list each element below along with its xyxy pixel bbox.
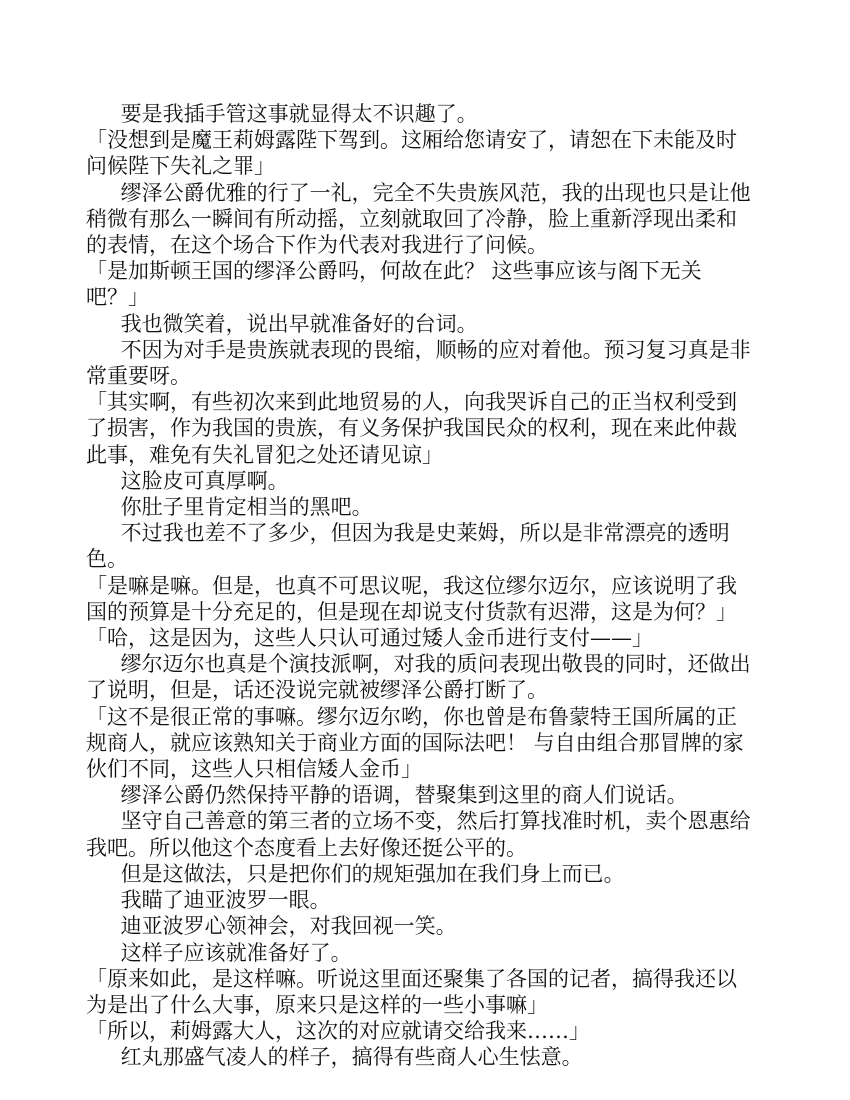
paragraph: 不过我也差不了多少，但因为我是史莱姆，所以是非常漂亮的透明色。 — [86, 521, 730, 572]
dialogue-line: 「这不是很正常的事嘛。缪尔迈尔哟，你也曾是布鲁蒙特王国所属的正规商人，就应该熟知关于商业方面的国际法吧！ 与自由组合那冒牌的家伙们不同，这些人只相信矮人金币」 — [86, 704, 744, 782]
paragraph: 我也微笑着，说出早就准备好的台词。 — [120, 311, 478, 336]
dialogue-line: 「没想到是魔王莉姆露陛下驾到。这厢给您请安了，请恕在下未能及时问候陛下失礼之罪」 — [86, 128, 737, 179]
paragraph: 不因为对手是贵族就表现的畏缩，顺畅的应对着他。预习复习真是非常重要呀。 — [86, 337, 751, 389]
dialogue-line: 「原来如此，是这样嘛。听说这里面还聚集了各国的记者，搞得我还以为是出了什么大事，原来只是这样的一些小事嘛」 — [86, 966, 737, 1017]
paragraph: 我瞄了迪亚波罗一眼。 — [120, 888, 331, 913]
paragraph: 红丸那盛气凌人的样子，搞得有些商人心生怯意。 — [120, 1045, 583, 1070]
paragraph: 但是这做法，只是把你们的规矩强加在我们身上而已。 — [120, 861, 625, 886]
paragraph: 坚守自己善意的第三者的立场不变，然后打算找准时机，卖个恩惠给我吧。所以他这个态度看上去好像还挺公平的。 — [86, 809, 751, 860]
paragraph: 这样子应该就准备好了。 — [120, 940, 352, 965]
dialogue-line: 「是加斯顿王国的缪泽公爵吗，何故在此？ 这些事应该与阁下无关吧？」 — [86, 259, 702, 310]
paragraph: 缪尔迈尔也真是个演技派啊，对我的质问表现出敬畏的同时，还做出了说明，但是，话还没说完就被缪泽公爵打断了。 — [86, 652, 751, 703]
body-text — [86, 101, 751, 1071]
dialogue-line: 「其实啊，有些初次来到此地贸易的人，向我哭诉自己的正当权利受到了损害，作为我国的贵族，有义务保护我国民众的权利，现在来此仲裁此事，难免有失礼冒犯之处还请见谅」 — [86, 390, 737, 467]
paragraph: 要是我插手管这事就显得太不识趣了。 — [120, 102, 478, 126]
paragraph: 缪泽公爵优雅的行了一礼，完全不失贵族风范，我的出现也只是让他稍微有那么一瞬间有所动摇，立刻就取回了冷静，脸上重新浮现出柔和的表情，在这个场合下作为代表对我进行了问候。 — [86, 180, 751, 258]
paragraph: 迪亚波罗心领神会，对我回视一笑。 — [120, 914, 457, 939]
paragraph: 你肚子里肯定相当的黑吧。 — [120, 495, 373, 520]
dialogue-line: 「是嘛是嘛。但是，也真不可思议呢，我这位缪尔迈尔，应该说明了我国的预算是十分充足的，但是现在却说支付货款有迟滞，这是为何？」 — [86, 573, 737, 624]
paragraph: 这脸皮可真厚啊。 — [120, 468, 289, 493]
paragraph: 缪泽公爵仍然保持平静的语调，替聚集到这里的商人们说话。 — [120, 783, 688, 808]
dialogue-line: 「所以，莉姆露大人，这次的对应就请交给我来……」 — [86, 1019, 590, 1044]
dialogue-line: 「哈，这是因为，这些人只认可通过矮人金币进行支付——」 — [86, 626, 653, 651]
